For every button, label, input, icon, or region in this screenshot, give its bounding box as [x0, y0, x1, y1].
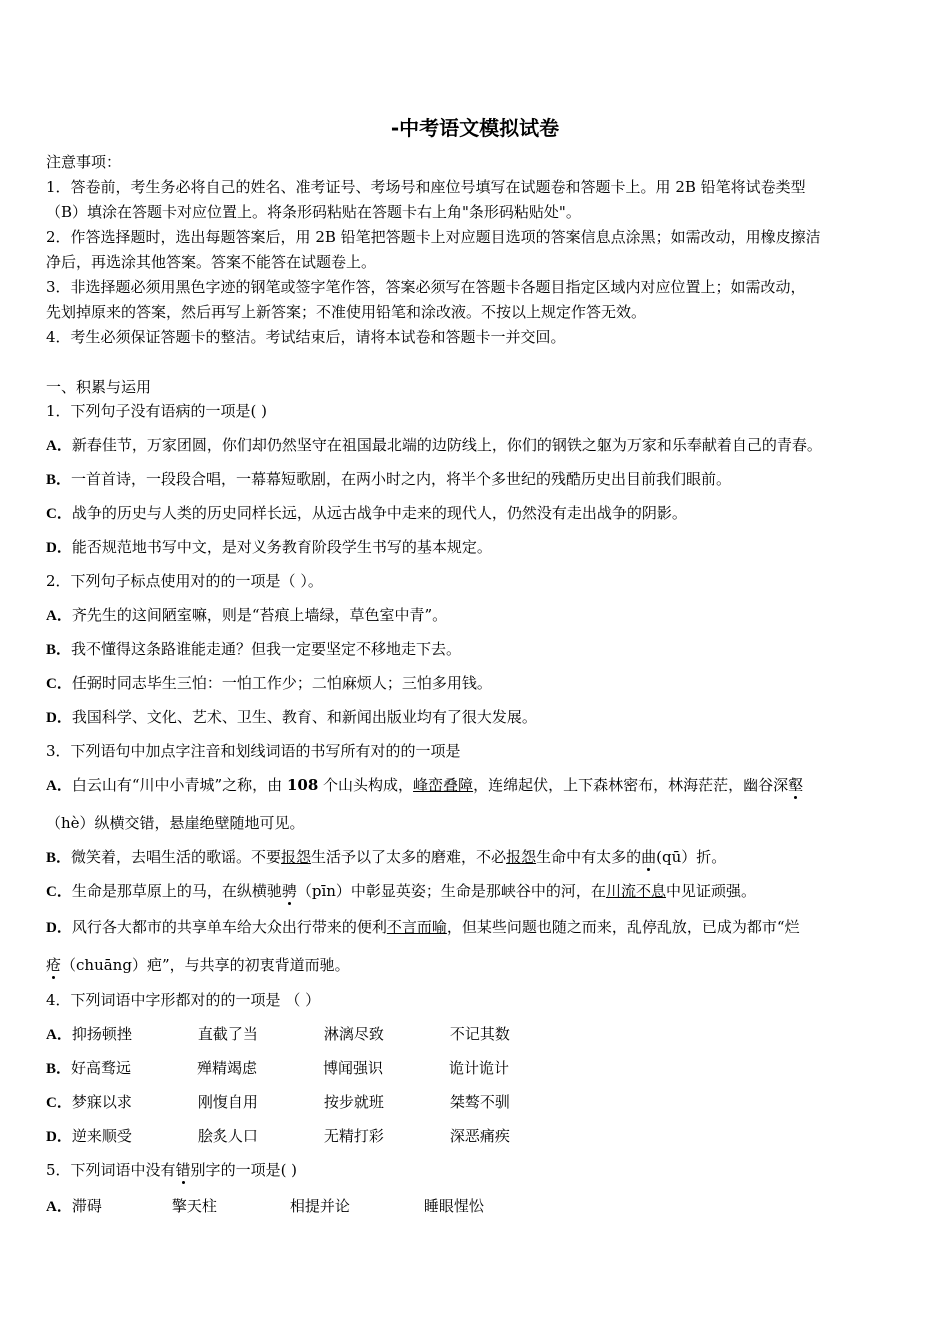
option-c: C．梦寐以求 刚愎自用 按步就班 桀骜不驯: [46, 1093, 510, 1111]
option-a: A．齐先生的这间陋室嘛，则是“苔痕上墙绿，草色室中青”。: [46, 606, 448, 624]
notice-line: 4．考生必须保证答题卡的整洁。考试结束后，请将本试卷和答题卡一并交回。: [46, 328, 566, 346]
notice-heading: 注意事项：: [46, 153, 122, 171]
question-stem: 1．下列句子没有语病的一项是( ): [46, 402, 268, 420]
page-title: -中考语文模拟试卷: [390, 116, 560, 140]
option-a: A．滞碍 擎天柱 相提并论 睡眼惺忪: [46, 1197, 484, 1215]
notice-line: 净后，再选涂其他答案。答案不能答在试题卷上。: [46, 253, 377, 271]
option-d: D．风行各大都市的共享单车给大众出行带来的便利不言而喻，但某些问题也随之而来，乱停乱放，已成为都市“烂: [46, 918, 800, 936]
notice-line: 1．答卷前，考生务必将自己的姓名、准考证号、考场号和座位号填写在试题卷和答题卡上。用 2B 铅笔将试卷类型: [46, 178, 806, 196]
notice-line: 2．作答选择题时，选出每题答案后，用 2B 铅笔把答题卡上对应题目选项的答案信息点涂黑；如需改动，用橡皮擦洁: [46, 228, 821, 246]
option-d-cont: 疮（chuāng）疤”，与共享的初衷背道而驰。: [46, 956, 350, 974]
option-c: C．生命是那草原上的马，在纵横驰骋（pīn）中彰显英姿；生命是那峡谷中的河，在川流不息中见证顽强。: [46, 882, 756, 900]
option-d: D．能否规范地书写中文，是对义务教育阶段学生书写的基本规定。: [46, 538, 492, 556]
question-stem: 3．下列语句中加点字注音和划线词语的书写所有对的的一项是: [46, 742, 461, 760]
notice-line: 先划掉原来的答案，然后再写上新答案；不准使用铅笔和涂改液。不按以上规定作答无效。: [46, 303, 647, 321]
notice-line: （B）填涂在答题卡对应位置上。将条形码粘贴在答题卡右上角"条形码粘贴处"。: [46, 203, 581, 221]
question-stem: 4．下列词语中字形都对的的一项是 （ ）: [46, 991, 321, 1009]
dotted-emphasis: 没有错别字: [145, 1161, 221, 1179]
option-a-cont: （hè）纵横交错，悬崖绝壁随地可见。: [46, 814, 305, 832]
option-b: B．好高骛远 殚精竭虑 博闻强识 诡计诡计: [46, 1059, 510, 1077]
option-a: A．抑扬顿挫 直截了当 淋漓尽致 不记其数: [46, 1025, 510, 1043]
section-heading: 一、积累与运用: [46, 378, 152, 396]
notice-line: 3．非选择题必须用黑色字迹的钢笔或签字笔作答，答案必须写在答题卡各题目指定区域内对应位置上；如需改动，: [46, 278, 806, 296]
option-a: A．白云山有“川中小青城”之称，由 108 个山头构成，峰峦叠障，连绵起伏，上下森林密布，林海茫茫，幽谷深壑: [46, 776, 804, 794]
option-a: A．新春佳节，万家团圆，你们却仍然坚守在祖国最北端的边防线上，你们的钢铁之躯为万家和乐奉献着自己的青春。: [46, 436, 822, 454]
option-b: B．微笑着，去唱生活的歌谣。不要报怨生活予以了太多的磨难，不必报怨生命中有太多的曲(qū）折。: [46, 848, 727, 866]
option-b: B．一首首诗，一段段合唱，一幕幕短歌剧，在两小时之内，将半个多世纪的残酷历史出目前我们眼前。: [46, 470, 732, 488]
option-d: D．我国科学、文化、艺术、卫生、教育、和新闻出版业均有了很大发展。: [46, 708, 537, 726]
option-d: D．逆来顺受 脍炙人口 无精打彩 深恶痛疾: [46, 1127, 510, 1145]
question-stem: 2．下列句子标点使用对的的一项是（ ）。: [46, 572, 323, 590]
option-c: C．任弼时同志毕生三怕：一怕工作少；二怕麻烦人；三怕多用钱。: [46, 674, 492, 692]
option-c: C．战争的历史与人类的历史同样长远，从远古战争中走来的现代人，仍然没有走出战争的阴影。: [46, 504, 687, 522]
question-stem: 5．下列词语中没有错别字的一项是( ): [46, 1161, 298, 1179]
option-b: B．我不懂得这条路谁能走通？但我一定要坚定不移地走下去。: [46, 640, 462, 658]
